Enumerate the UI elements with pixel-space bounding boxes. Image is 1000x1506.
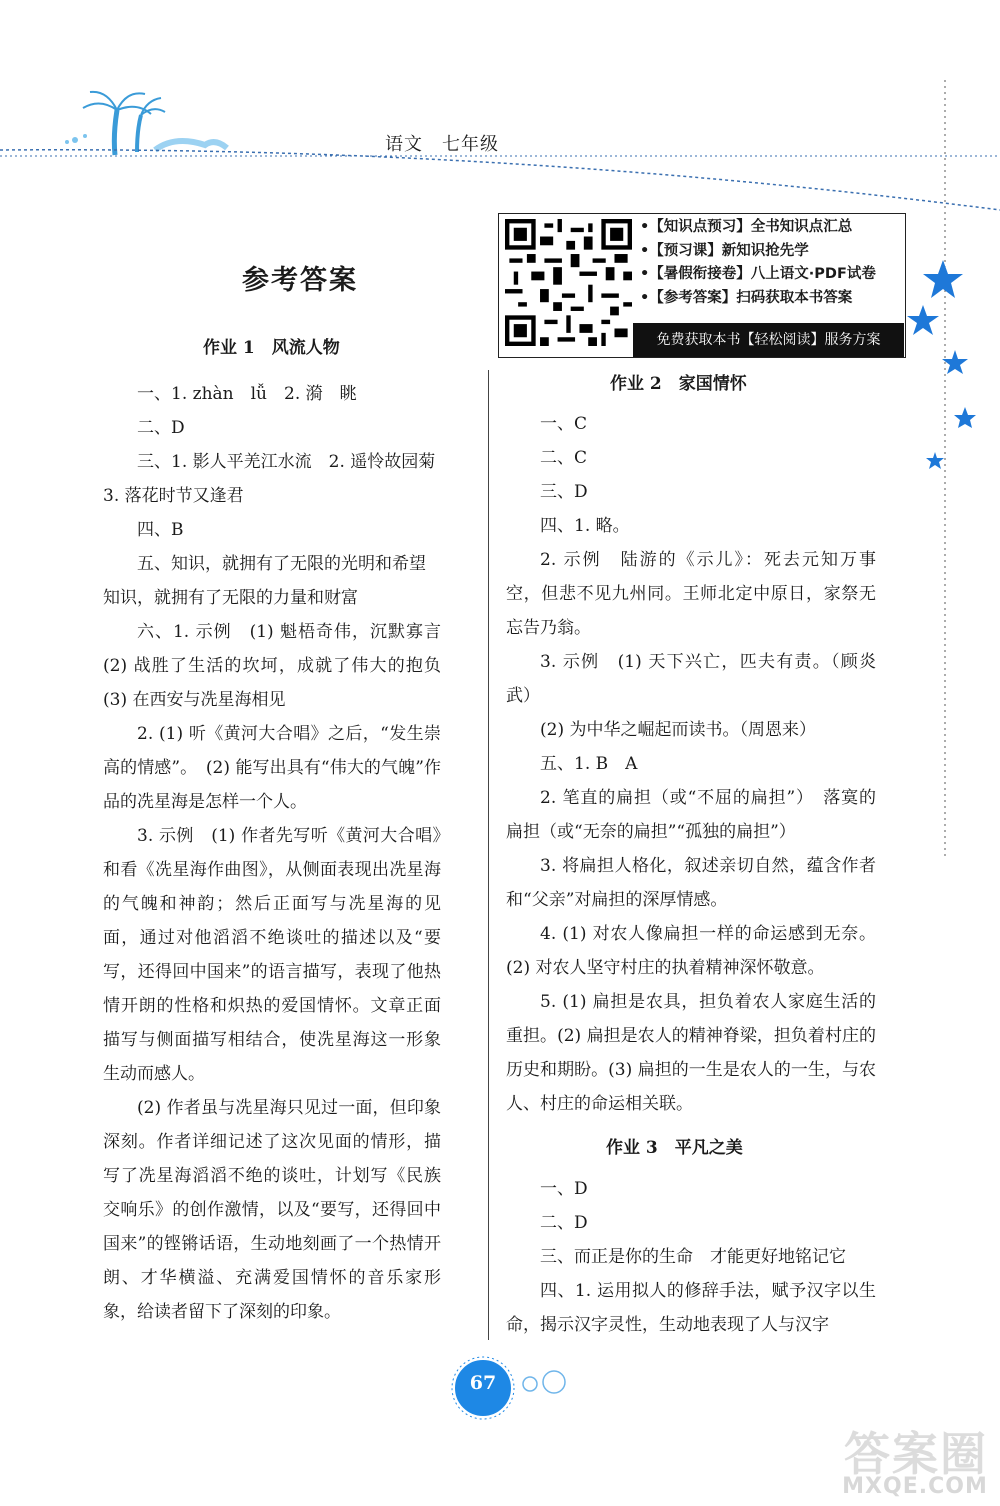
answer-line: 3. 示例 (1) 天下兴亡，匹夫有责。（顾炎武） [506,652,876,706]
header-title: 语文 七年级 [385,134,499,155]
qr-promo-item: •【知识点预习】全书知识点汇总 [640,219,853,235]
answer-line: 三、1. 影人平羌江水流 2. 遥怜故园菊 [137,452,436,472]
section-2-answers [506,407,876,1121]
answer-line: 2. (1) 听《黄河大合唱》之后，“发生崇高的情感”。 (2) 能写出具有“伟大的气魄”作品的冼星海是怎样一个人。 [103,724,441,812]
section-1-title: 作业 1 风流人物 [203,338,340,358]
answer-line: 一、C [540,414,588,434]
page-title: 参考答案 [242,265,358,296]
qr-code-icon[interactable] [505,219,632,346]
watermark-url: MXQE.COM [842,1474,988,1499]
answer-line: 2. 示例 陆游的《示儿》：死去元知万事空，但悲不见九州同。王师北定中原日，家祭无忘告乃翁。 [506,550,876,638]
answer-line: 二、C [540,448,588,468]
answer-line: 一、D [540,1179,588,1199]
answer-line: 5. (1) 扁担是农具，担负着农人家庭生活的重担。(2) 扁担是农人的精神脊梁，担负着村庄的历史和期盼。(3) 扁担的一生是农人的一生，与农人、村庄的命运相关联。 [506,992,876,1114]
answer-line: 一、1. zhàn lǚ 2. 漪 眺 [137,384,357,404]
qr-banner: 免费获取本书【轻松阅读】服务方案 [633,323,904,357]
answer-line: 五、知识，就拥有了无限的光明和希望 [137,554,426,574]
answer-line: 2. 笔直的扁担（或“不屈的扁担”） 落寞的扁担（或“无奈的扁担”“孤独的扁担”） [506,788,876,842]
stars-decoration [905,80,1000,860]
answer-line: 二、D [540,1213,588,1233]
answer-line: 3. 示例 (1) 作者先写听《黄河大合唱》和看《冼星海作曲图》，从侧面表现出冼星海的气魄和神韵；然后正面写与冼星海的见面，通过对他滔滔不绝谈吐的描述以及“要写，还得回中国来”的语言描写，表现了他热情开朗的性格和炽热的爱国情怀。文章正面描写与侧面描写相结合，使冼星海这一形象生动而感人。 [103,826,441,1084]
answer-line: (2) 为中华之崛起而读书。（周恩来） [540,720,816,740]
qr-promo-item: •【参考答案】扫码获取本书答案 [640,289,853,306]
watermark-logo: 答案圈 [844,1427,988,1481]
answer-line: 四、1. 略。 [540,516,630,536]
column-divider [488,370,489,1340]
page-number: 67 [469,1372,497,1394]
answer-line: 四、1. 运用拟人的修辞手法，赋予汉字以生命，揭示汉字灵性，生动地表现了人与汉字 [506,1281,876,1335]
answer-line: 3. 落花时节又逢君 [103,486,244,506]
answer-line: 四、B [137,520,184,540]
section-2-title: 作业 2 家国情怀 [610,374,747,394]
qr-promo-item: •【暑假衔接卷】八上语文·PDF试卷 [640,266,876,282]
answer-line: 二、D [137,418,185,438]
answer-line: 五、1. B A [540,754,638,774]
section-3-title: 作业 3 平凡之美 [606,1138,743,1158]
qr-promo-list [640,216,902,310]
qr-promo-item: •【预习课】新知识抢先学 [640,242,809,259]
answer-line: 3. 将扁担人格化，叙述亲切自然，蕴含作者和“父亲”对扁担的深厚情感。 [506,856,876,910]
answer-line: (2) 作者虽与冼星海只见过一面，但印象深刻。作者详细记述了这次见面的情形，描写了冼星海滔滔不绝的谈吐，计划写《民族交响乐》的创作激情，以及“要写，还得回中国来”的铿锵话语，生动地刻画了一个热情开朗、才华横溢、充满爱国情怀的音乐家形象，给读者留下了深刻的印象。 [103,1098,441,1322]
answer-line: 4. (1) 对农人像扁担一样的命运感到无奈。(2) 对农人坚守村庄的执着精神深怀敬意。 [506,924,876,978]
answer-line: 六、1. 示例 (1) 魁梧奇伟，沉默寡言 (2) 战胜了生活的坎坷，成就了伟大的抱负 (3) 在西安与冼星海相见 [103,622,458,710]
answer-line: 知识，就拥有了无限的力量和财富 [103,588,358,608]
answer-line: 三、而正是你的生命 才能更好地铭记它 [540,1247,846,1267]
section-1-answers [103,377,458,1329]
answer-line: 三、D [540,482,588,502]
section-3-answers [506,1172,876,1342]
